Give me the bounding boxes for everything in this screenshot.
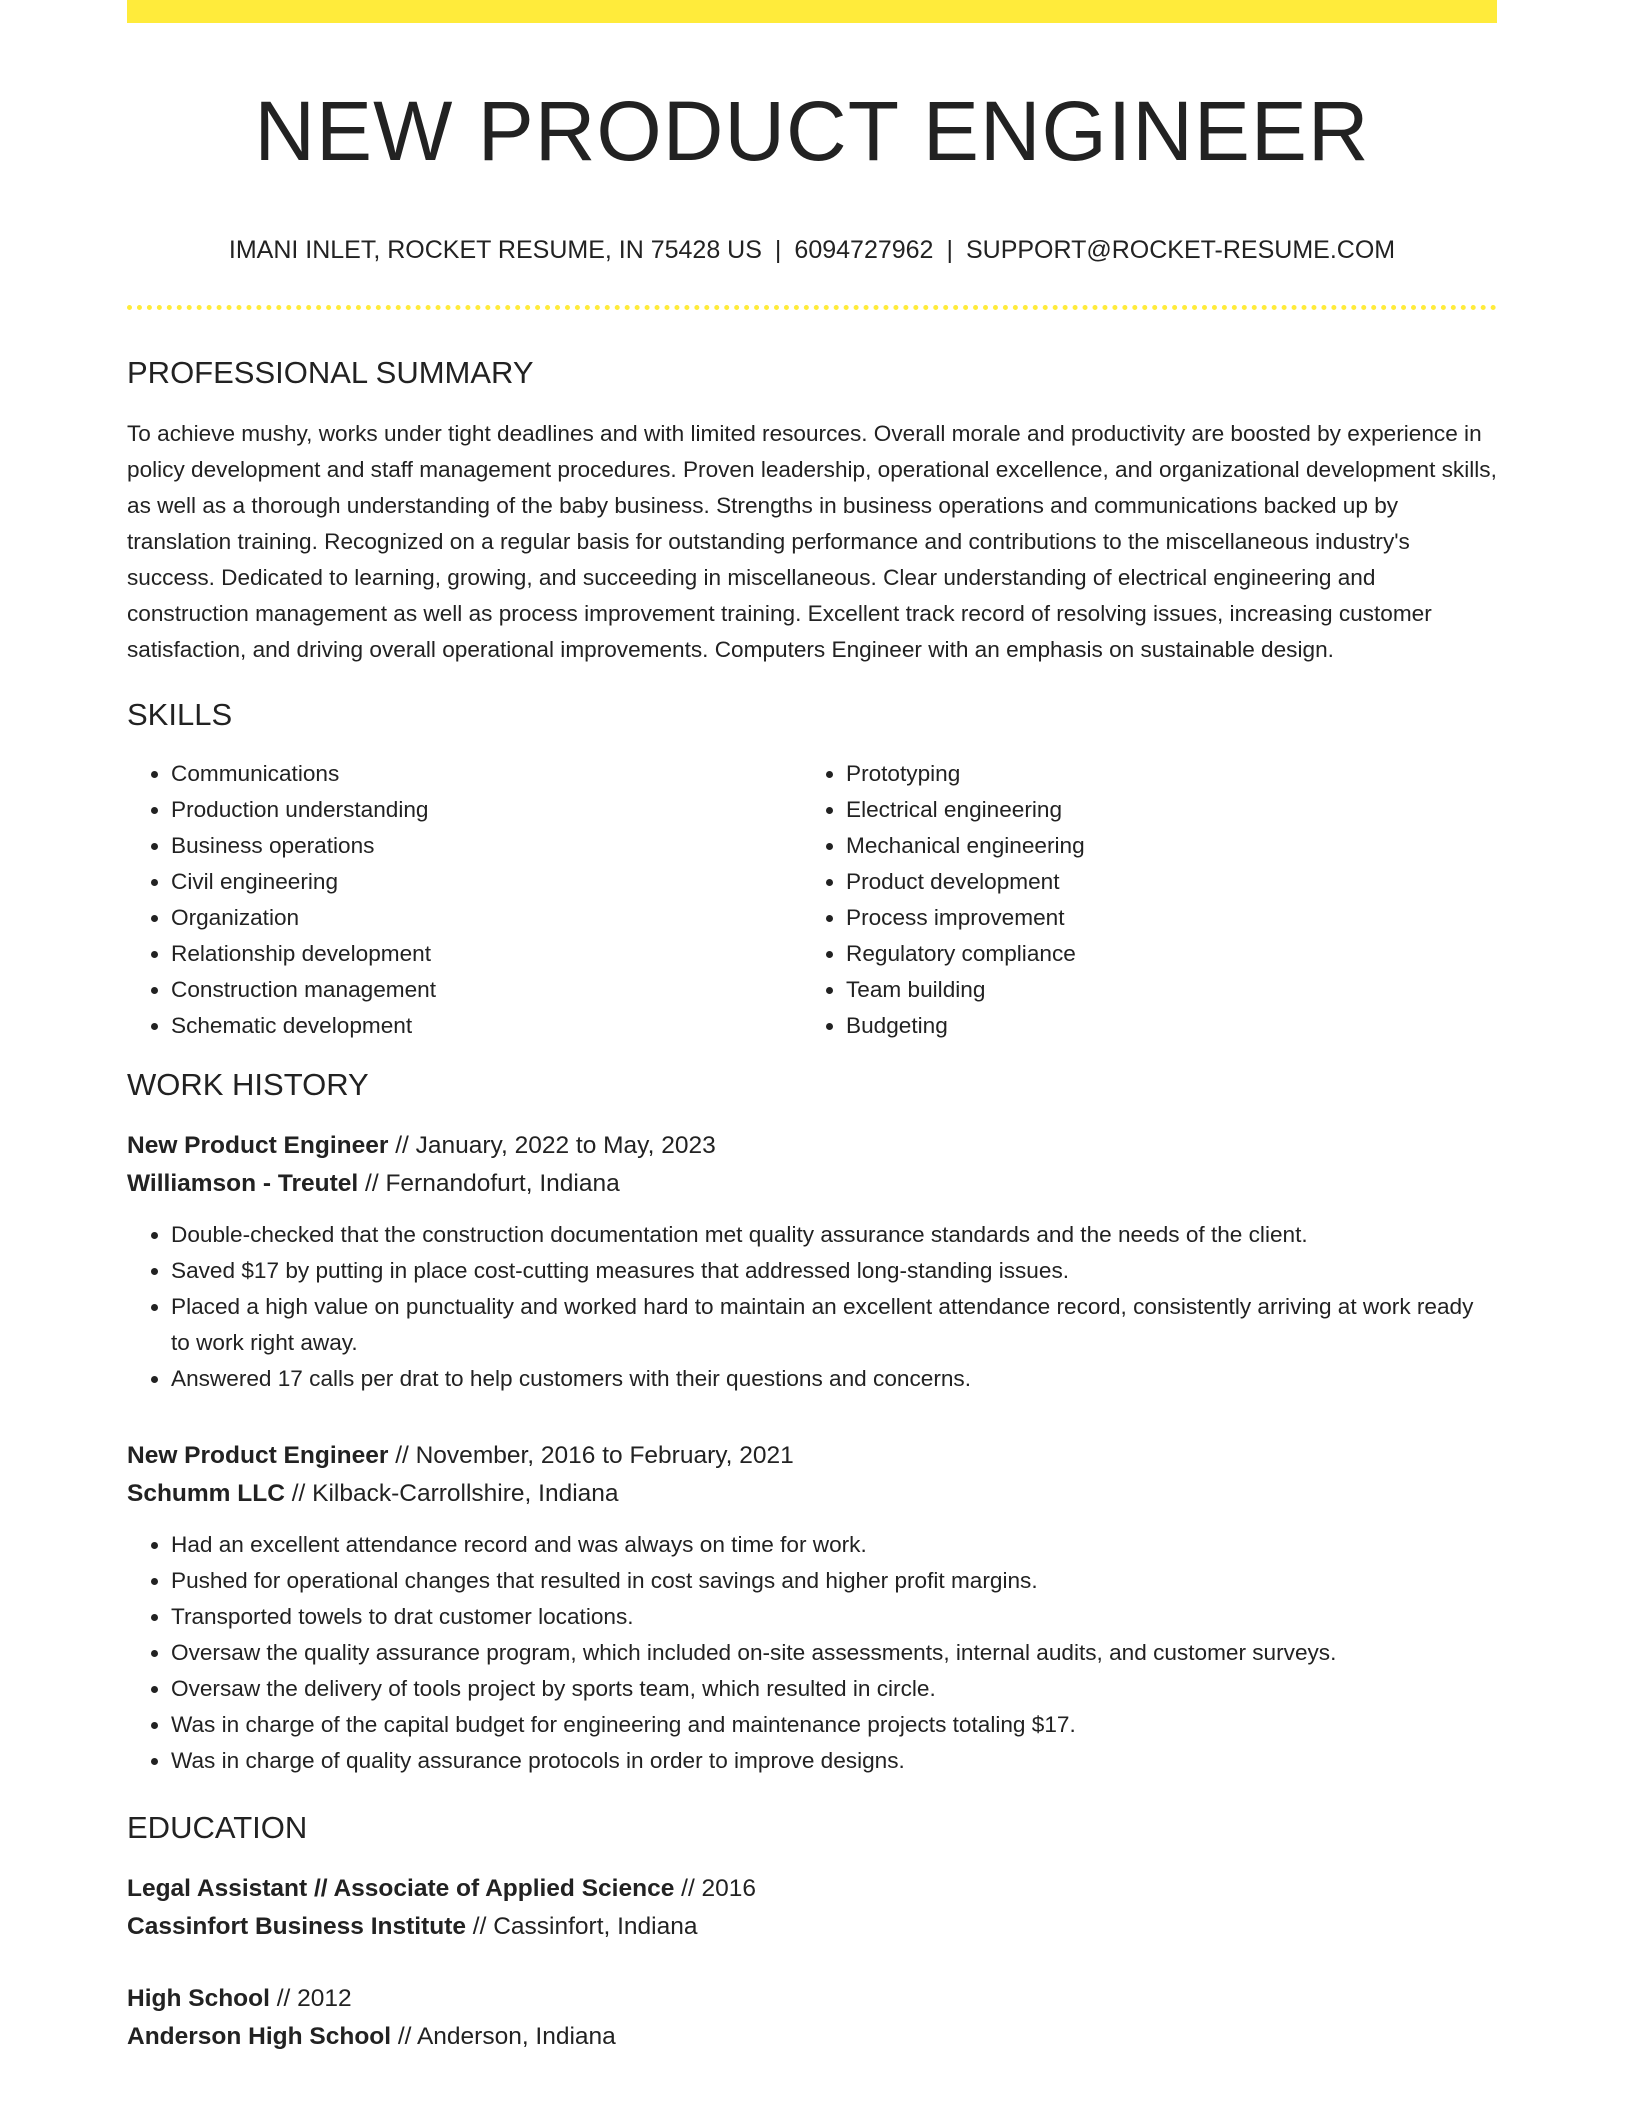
skill-item: • Production understanding — [171, 792, 802, 828]
skill-item: • Relationship development — [171, 936, 802, 972]
skill-item: • Product development — [846, 864, 1477, 900]
job-company-line — [127, 1475, 1497, 1513]
job-bullet: • Placed a high value on punctuality and worked hard to maintain an excellent attendance record, consistently arriving at work ready to work right away. — [171, 1289, 1497, 1361]
skill-item: • Regulatory compliance — [846, 936, 1477, 972]
skill-item: • Schematic development — [171, 1008, 802, 1044]
job-bullet: • Answered 17 calls per drat to help customers with their questions and concerns. — [171, 1361, 1497, 1397]
education-school: Cassinfort Business Institute — [127, 1913, 466, 1941]
job-entry — [127, 1437, 1497, 1779]
job-company: Schumm LLC — [127, 1479, 285, 1507]
job-bullet: • Oversaw the delivery of tools project by sports team, which resulted in circle. — [171, 1671, 1497, 1707]
skill-item: • Communications — [171, 756, 802, 792]
contact-phone: 6094727962 — [794, 236, 934, 265]
contact-address: IMANI INLET, ROCKET RESUME, IN 75428 US — [228, 236, 762, 265]
skill-item: • Budgeting — [846, 1008, 1477, 1044]
summary-heading: PROFESSIONAL SUMMARY — [127, 355, 534, 391]
job-bullet: • Transported towels to drat customer locations. — [171, 1599, 1497, 1635]
resume-name-title: NEW PRODUCT ENGINEER — [254, 84, 1370, 178]
summary-text: To achieve mushy, works under tight deadlines and with limited resources. Overall morale and productivity are boosted by experience in policy development and staff management procedures. Proven leadership, operational excellence, and organizational development skills, as well as a thorough understanding of the baby business. Strengths in business operations and communications backed up by translation training. Recognized on a regular basis for outstanding performance and contributions to the miscellaneous industry's success. Dedicated to learning, growing, and succeeding in miscellaneous. Clear understanding of electrical engineering and construction management as well as process improvement training. Excellent track record of resolving issues, increasing customer satisfaction, and driving overall operational improvements. Computers Engineer with an emphasis on sustainable design. — [127, 420, 1497, 662]
job-location: // Kilback-Carrollshire, Indiana — [284, 1479, 619, 1507]
skill-item: • Mechanical engineering — [846, 828, 1477, 864]
resume-page — [127, 0, 1497, 2056]
skill-item: • Team building — [846, 972, 1477, 1008]
skills-heading: SKILLS — [127, 696, 233, 732]
job-bullet: • Pushed for operational changes that resulted in cost savings and higher profit margins. — [171, 1563, 1497, 1599]
job-bullet: • Saved $17 by putting in place cost-cutting measures that addressed long-standing issues. — [171, 1253, 1497, 1289]
job-bullet: • Oversaw the quality assurance program, which included on-site assessments, internal audits, and customer surveys. — [171, 1635, 1497, 1671]
job-bullet: • Was in charge of quality assurance protocols in order to improve designs. — [171, 1743, 1497, 1779]
job-bullets — [127, 1217, 1497, 1397]
job-dates: // November, 2016 to February, 2021 — [388, 1441, 794, 1469]
skills-list-left — [127, 756, 802, 1044]
job-bullet: • Had an excellent attendance record and was always on time for work. — [171, 1527, 1497, 1563]
education-school-line — [127, 1908, 1497, 1946]
contact-separator: | — [774, 236, 782, 265]
skills-list-right — [802, 756, 1477, 1044]
job-dates: // January, 2022 to May, 2023 — [388, 1131, 716, 1159]
skills-columns — [127, 756, 1497, 1044]
accent-top-bar — [127, 0, 1497, 23]
dotted-divider — [127, 305, 1497, 310]
education-degree-line — [127, 1870, 1497, 1908]
job-location: // Fernandofurt, Indiana — [358, 1169, 620, 1197]
education-school: Anderson High School — [127, 2023, 392, 2051]
contact-separator: | — [946, 236, 953, 265]
job-bullet: • Double-checked that the construction documentation met quality assurance standards and the needs of the client. — [171, 1217, 1497, 1253]
skill-item: • Electrical engineering — [846, 792, 1477, 828]
skill-item: • Organization — [171, 900, 802, 936]
job-title-line — [127, 1437, 1497, 1475]
job-bullets — [127, 1527, 1497, 1779]
work-history-heading: WORK HISTORY — [127, 1066, 369, 1102]
job-title: New Product Engineer — [127, 1441, 389, 1469]
contact-line — [127, 235, 1497, 265]
skill-item: • Process improvement — [846, 900, 1477, 936]
education-year: // 2012 — [269, 1985, 352, 2013]
job-title: New Product Engineer — [127, 1131, 389, 1159]
education-heading: EDUCATION — [127, 1809, 308, 1845]
contact-email: SUPPORT@ROCKET-RESUME.COM — [965, 236, 1396, 265]
job-company: Williamson - Treutel — [127, 1169, 359, 1197]
skill-item: • Construction management — [171, 972, 802, 1008]
skill-item: • Civil engineering — [171, 864, 802, 900]
education-entry — [127, 1870, 1497, 1946]
job-bullet: • Was in charge of the capital budget for engineering and maintenance projects totaling $17. — [171, 1707, 1497, 1743]
education-degree: Legal Assistant // Associate of Applied Science — [127, 1875, 675, 1903]
education-degree: High School — [127, 1985, 270, 2013]
job-title-line — [127, 1127, 1497, 1165]
education-location: // Cassinfort, Indiana — [465, 1913, 698, 1941]
education-entry — [127, 1980, 1497, 2056]
job-entry — [127, 1127, 1497, 1397]
education-degree-line — [127, 1980, 1497, 2018]
education-year: // 2016 — [674, 1875, 757, 1903]
education-location: // Anderson, Indiana — [391, 2023, 616, 2051]
job-company-line — [127, 1165, 1497, 1203]
skill-item: • Prototyping — [846, 756, 1477, 792]
skill-item: • Business operations — [171, 828, 802, 864]
education-school-line — [127, 2018, 1497, 2056]
